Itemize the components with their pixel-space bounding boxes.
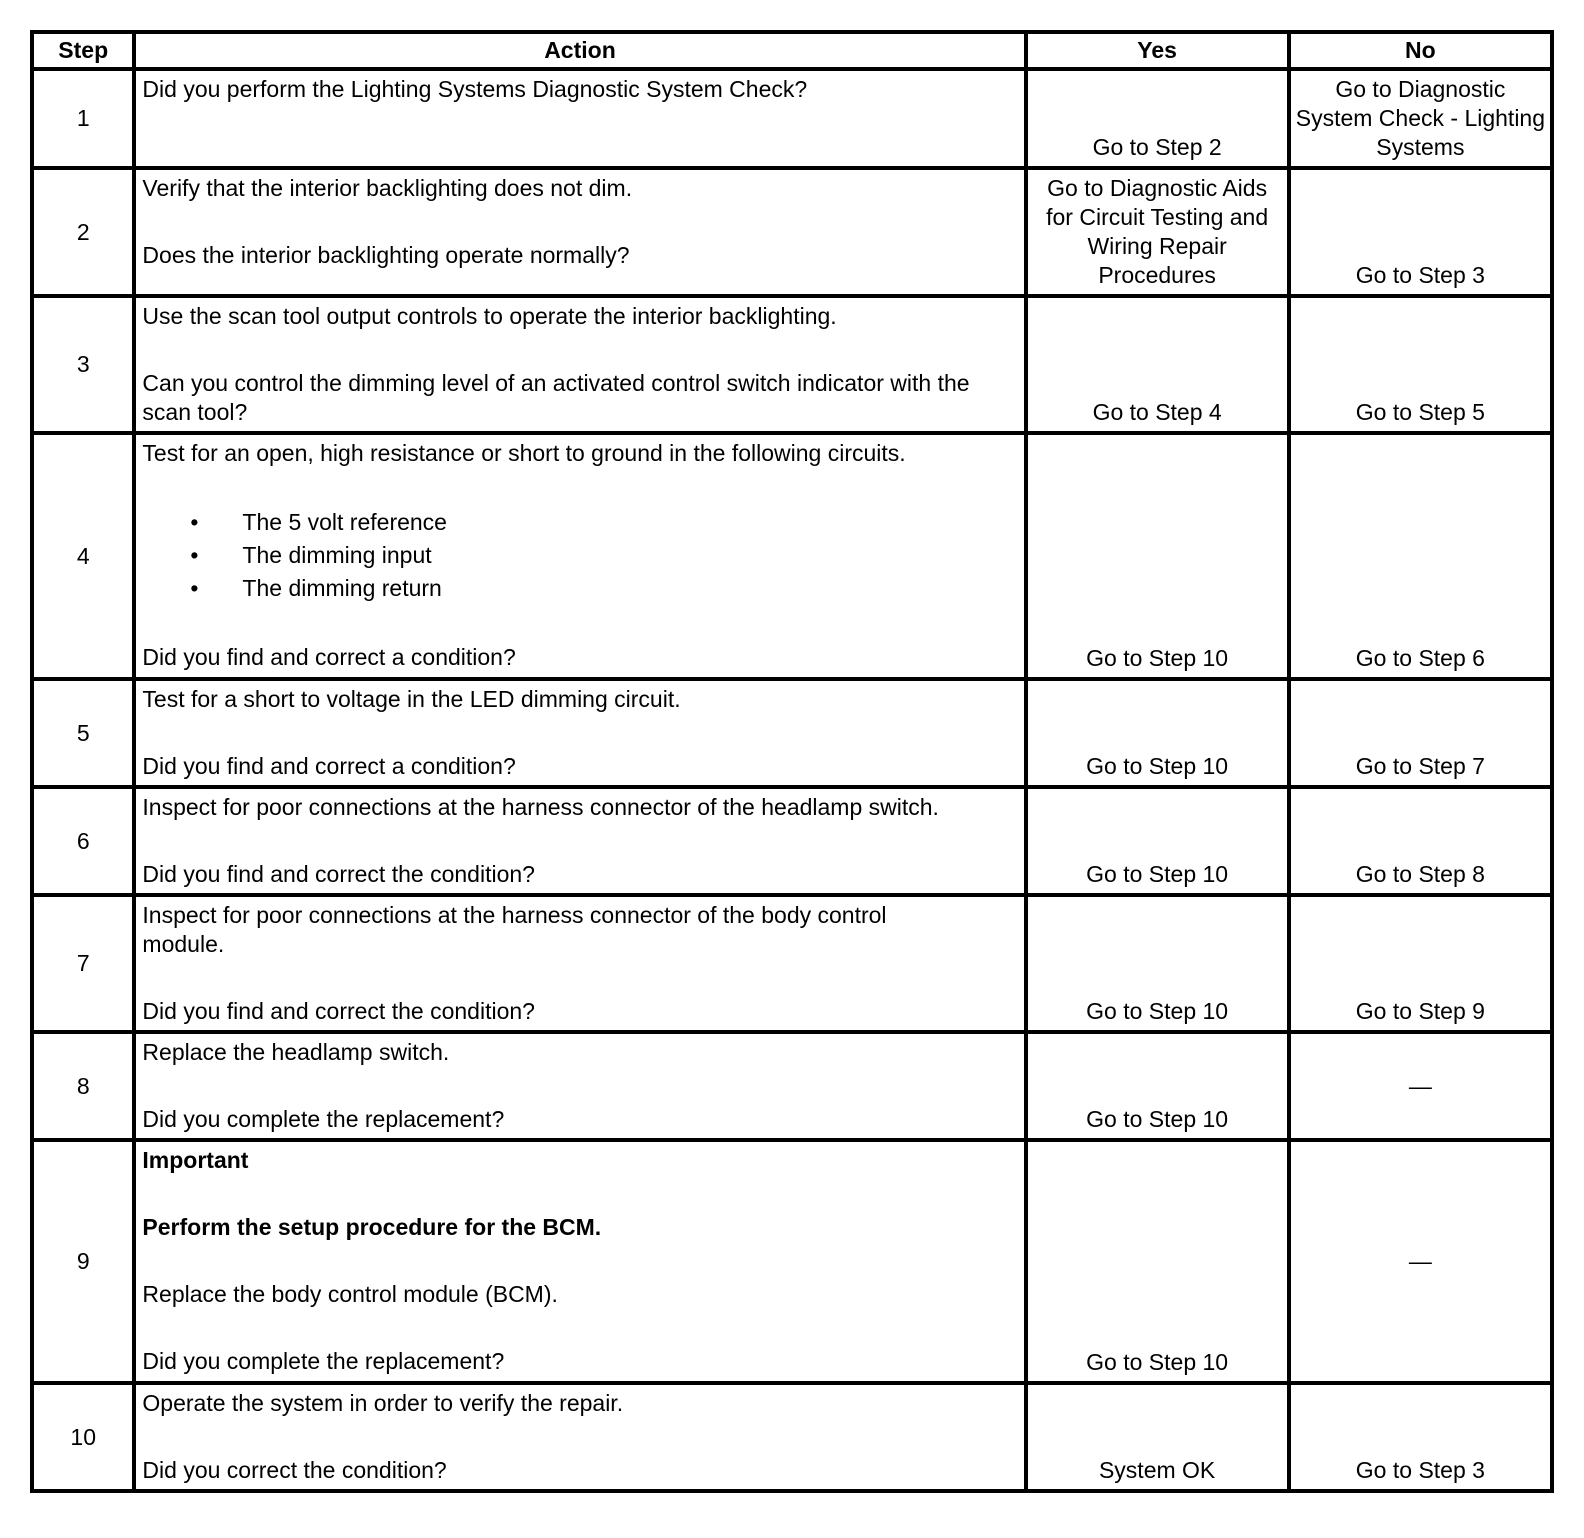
action-cell: [134, 1383, 1025, 1491]
yes-result: Go to Step 2: [1026, 69, 1289, 168]
yes-result: Go to Step 10: [1026, 679, 1289, 787]
header-step: Step: [32, 32, 134, 69]
action-cell: [134, 69, 1025, 168]
step-number: 5: [32, 679, 134, 787]
circuit-list: [142, 506, 1017, 605]
table-row: [32, 168, 1552, 296]
action-cell: [134, 679, 1025, 787]
yes-result: Go to Step 10: [1026, 787, 1289, 895]
table-row: [32, 296, 1552, 433]
table-row: [32, 1032, 1552, 1140]
step-number: 7: [32, 895, 134, 1032]
list-item-text: The dimming return: [242, 575, 442, 601]
action-question: Can you control the dimming level of an activated control switch indicator with the scan tool?: [142, 370, 970, 425]
step-number: 3: [32, 296, 134, 433]
no-result: Go to Step 5: [1289, 296, 1552, 433]
table-row: [32, 679, 1552, 787]
table-row: [32, 69, 1552, 168]
action-text: Test for a short to voltage in the LED dimming circuit.: [142, 686, 681, 712]
action-text: Operate the system in order to verify the repair.: [142, 1390, 624, 1416]
action-cell: [134, 1032, 1025, 1140]
no-result: —: [1289, 1140, 1552, 1383]
action-question: Did you find and correct a condition?: [142, 753, 516, 779]
header-yes: Yes: [1026, 32, 1289, 69]
action-text: Inspect for poor connections at the harness connector of the headlamp switch.: [142, 794, 939, 820]
action-text: Test for an open, high resistance or short to ground in the following circuits.: [142, 440, 906, 466]
step-number: 6: [32, 787, 134, 895]
no-result: Go to Step 8: [1289, 787, 1552, 895]
action-cell: [134, 895, 1025, 1032]
list-item: [142, 572, 1017, 605]
action-question: Did you find and correct the condition?: [142, 998, 535, 1024]
header-row: [32, 32, 1552, 69]
step-number: 10: [32, 1383, 134, 1491]
important-note: Perform the setup procedure for the BCM.: [142, 1214, 602, 1240]
table-row: [32, 1140, 1552, 1383]
action-question: Did you complete the replacement?: [142, 1348, 505, 1374]
header-action: Action: [134, 32, 1025, 69]
step-number: 8: [32, 1032, 134, 1140]
no-result: Go to Step 6: [1289, 433, 1552, 679]
bullet-icon: •: [190, 509, 199, 535]
action-text: Replace the body control module (BCM).: [142, 1281, 558, 1307]
list-item: [142, 506, 1017, 539]
bullet-icon: •: [190, 575, 199, 601]
action-question: Did you find and correct a condition?: [142, 644, 516, 670]
action-cell: [134, 296, 1025, 433]
no-result: Go to Step 7: [1289, 679, 1552, 787]
action-cell: [134, 433, 1025, 679]
step-number: 4: [32, 433, 134, 679]
no-result: Go to Step 3: [1289, 1383, 1552, 1491]
no-result-text: Go to Diagnostic System Check - Lighting Systems: [1295, 76, 1546, 160]
table-row: [32, 1383, 1552, 1491]
table-row: [32, 433, 1552, 679]
step-number: 9: [32, 1140, 134, 1383]
diagnostic-table: [30, 30, 1554, 1493]
list-item: [142, 539, 1017, 572]
step-number: 1: [32, 69, 134, 168]
yes-result: Go to Step 10: [1026, 895, 1289, 1032]
yes-result: Go to Step 10: [1026, 1032, 1289, 1140]
table-row: [32, 787, 1552, 895]
important-label: Important: [142, 1147, 249, 1173]
action-question: Does the interior backlighting operate normally?: [142, 242, 630, 268]
action-question: Did you find and correct the condition?: [142, 861, 535, 887]
list-item-text: The dimming input: [242, 542, 432, 568]
bullet-icon: •: [190, 542, 199, 568]
action-text: Did you perform the Lighting Systems Diagnostic System Check?: [142, 76, 808, 102]
yes-result: Go to Diagnostic Aids for Circuit Testing and Wiring Repair Procedures: [1026, 168, 1289, 296]
action-text: Inspect for poor connections at the harness connector of the body control module.: [142, 902, 887, 957]
action-question: Did you correct the condition?: [142, 1457, 447, 1483]
action-cell: [134, 1140, 1025, 1383]
action-cell: [134, 168, 1025, 296]
no-result: —: [1289, 1032, 1552, 1140]
yes-result: Go to Step 10: [1026, 433, 1289, 679]
header-no: No: [1289, 32, 1552, 69]
list-item-text: The 5 volt reference: [242, 509, 447, 535]
table-row: [32, 895, 1552, 1032]
yes-result: Go to Step 10: [1026, 1140, 1289, 1383]
action-question: Did you complete the replacement?: [142, 1106, 505, 1132]
action-text: Verify that the interior backlighting does not dim.: [142, 175, 633, 201]
no-result: [1289, 69, 1552, 168]
action-cell: [134, 787, 1025, 895]
step-number: 2: [32, 168, 134, 296]
action-text: Replace the headlamp switch.: [142, 1039, 450, 1065]
no-result: Go to Step 9: [1289, 895, 1552, 1032]
yes-result: System OK: [1026, 1383, 1289, 1491]
no-result: Go to Step 3: [1289, 168, 1552, 296]
yes-result: Go to Step 4: [1026, 296, 1289, 433]
action-text: Use the scan tool output controls to operate the interior backlighting.: [142, 303, 837, 329]
